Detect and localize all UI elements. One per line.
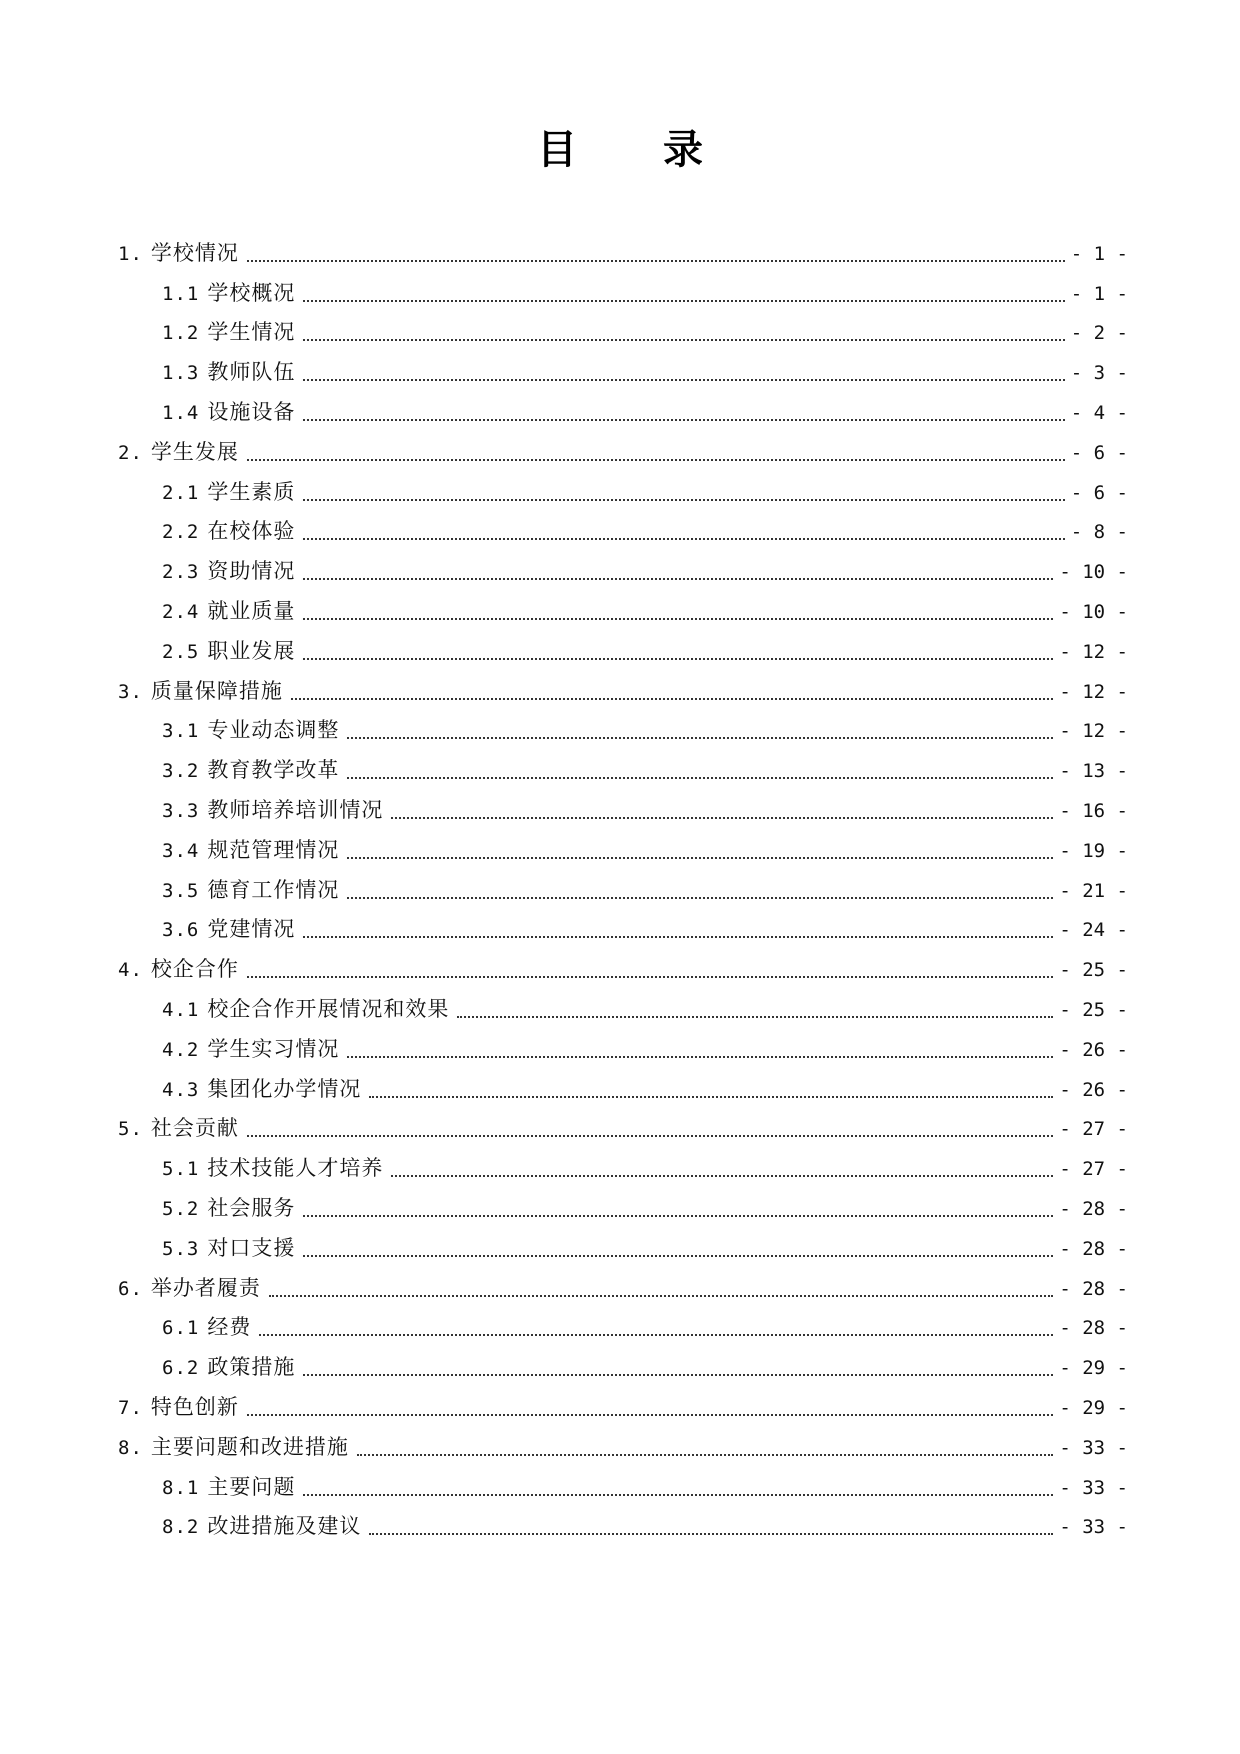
- toc-page-number: - 25 -: [1059, 959, 1128, 982]
- toc-entry-number: 5.2: [162, 1197, 200, 1220]
- toc-dot-leader: [269, 1295, 1053, 1297]
- toc-subsection-entry[interactable]: [118, 1143, 1128, 1183]
- toc-dot-leader: [291, 698, 1053, 700]
- toc-entry-title: 经费: [207, 1315, 252, 1340]
- toc-entry-title: 教师队伍: [207, 360, 296, 385]
- toc-page-number: - 27 -: [1059, 1118, 1128, 1141]
- toc-entry-number: 2.: [118, 441, 143, 464]
- toc-page-number: - 28 -: [1059, 1277, 1128, 1300]
- toc-entry-number: 4.: [118, 959, 143, 982]
- toc-subsection-entry[interactable]: [118, 706, 1128, 746]
- toc-subsection-entry[interactable]: [118, 268, 1128, 308]
- toc-page-number: - 33 -: [1059, 1436, 1128, 1459]
- toc-entry-label: [118, 677, 283, 706]
- toc-page-number: - 1 -: [1070, 282, 1128, 305]
- toc-entry-label: [162, 1512, 361, 1541]
- toc-page-number: - 1 -: [1070, 242, 1128, 265]
- toc-entry-label: [162, 995, 449, 1024]
- toc-subsection-entry[interactable]: [118, 626, 1128, 666]
- table-of-contents: [118, 228, 1128, 1541]
- toc-entry-title: 学校情况: [150, 240, 239, 265]
- toc-dot-leader: [347, 857, 1053, 859]
- toc-entry-label: [162, 358, 295, 387]
- toc-subsection-entry[interactable]: [118, 785, 1128, 825]
- toc-entry-title: 政策措施: [207, 1355, 296, 1380]
- toc-entry-number: 6.2: [162, 1357, 200, 1380]
- toc-dot-leader: [259, 1334, 1053, 1336]
- toc-subsection-entry[interactable]: [118, 507, 1128, 547]
- toc-entry-number: 3.6: [162, 919, 200, 942]
- toc-dot-leader: [303, 339, 1064, 341]
- toc-entry-number: 1.3: [162, 362, 200, 385]
- toc-section-entry[interactable]: [118, 1263, 1128, 1303]
- toc-dot-leader: [303, 618, 1053, 620]
- toc-entry-title: 社会服务: [207, 1195, 296, 1220]
- toc-dot-leader: [303, 1494, 1053, 1496]
- toc-entry-number: 4.2: [162, 1038, 200, 1061]
- toc-page-number: - 29 -: [1059, 1357, 1128, 1380]
- toc-entry-label: [162, 279, 295, 308]
- toc-subsection-entry[interactable]: [118, 308, 1128, 348]
- toc-dot-leader: [303, 1255, 1053, 1257]
- toc-subsection-entry[interactable]: [118, 1502, 1128, 1542]
- toc-dot-leader: [303, 300, 1064, 302]
- toc-dot-leader: [457, 1016, 1053, 1018]
- toc-entry-title: 学生情况: [207, 320, 296, 345]
- toc-subsection-entry[interactable]: [118, 1462, 1128, 1502]
- toc-page-number: - 13 -: [1059, 760, 1128, 783]
- toc-entry-label: [162, 318, 295, 347]
- toc-dot-leader: [247, 976, 1053, 978]
- toc-subsection-entry[interactable]: [118, 984, 1128, 1024]
- toc-entry-title: 在校体验: [207, 519, 296, 544]
- toc-entry-number: 5.3: [162, 1237, 200, 1260]
- toc-subsection-entry[interactable]: [118, 745, 1128, 785]
- toc-page-number: - 12 -: [1059, 720, 1128, 743]
- toc-entry-title: 学生发展: [150, 439, 239, 464]
- toc-entry-title: 学生实习情况: [207, 1036, 340, 1061]
- toc-entry-label: [162, 1353, 295, 1382]
- toc-entry-number: 1.2: [162, 322, 200, 345]
- toc-dot-leader: [369, 1096, 1053, 1098]
- toc-entry-label: [118, 1274, 261, 1303]
- toc-entry-number: 2.2: [162, 521, 200, 544]
- toc-subsection-entry[interactable]: [118, 1064, 1128, 1104]
- toc-entry-number: 3.5: [162, 879, 200, 902]
- toc-entry-label: [162, 557, 295, 586]
- toc-entry-number: 3.1: [162, 720, 200, 743]
- toc-page-number: - 2 -: [1070, 322, 1128, 345]
- toc-entry-title: 设施设备: [207, 399, 296, 424]
- toc-section-entry[interactable]: [118, 1104, 1128, 1144]
- toc-page-number: - 6 -: [1070, 441, 1128, 464]
- toc-dot-leader: [303, 1374, 1053, 1376]
- toc-entry-label: [118, 1393, 239, 1422]
- toc-section-entry[interactable]: [118, 944, 1128, 984]
- toc-page-number: - 12 -: [1059, 640, 1128, 663]
- toc-entry-label: [162, 478, 295, 507]
- toc-dot-leader: [247, 1135, 1053, 1137]
- toc-entry-label: [162, 876, 339, 905]
- toc-entry-title: 改进措施及建议: [207, 1514, 362, 1539]
- toc-entry-title: 资助情况: [207, 559, 296, 584]
- toc-entry-label: [118, 1433, 349, 1462]
- toc-entry-label: [162, 915, 295, 944]
- toc-entry-number: 8.1: [162, 1476, 200, 1499]
- toc-page-number: - 28 -: [1059, 1237, 1128, 1260]
- toc-subsection-entry[interactable]: [118, 1303, 1128, 1343]
- toc-dot-leader: [347, 737, 1053, 739]
- toc-subsection-entry[interactable]: [118, 1024, 1128, 1064]
- toc-page-number: - 28 -: [1059, 1317, 1128, 1340]
- toc-subsection-entry[interactable]: [118, 865, 1128, 905]
- toc-entry-number: 2.4: [162, 600, 200, 623]
- toc-entry-number: 3.2: [162, 760, 200, 783]
- toc-dot-leader: [247, 1414, 1053, 1416]
- toc-entry-label: [162, 716, 339, 745]
- toc-entry-number: 1.: [118, 242, 143, 265]
- toc-page-number: - 8 -: [1070, 521, 1128, 544]
- toc-subsection-entry[interactable]: [118, 387, 1128, 427]
- toc-entry-number: 5.: [118, 1118, 143, 1141]
- toc-entry-number: 1.4: [162, 401, 200, 424]
- toc-entry-number: 1.1: [162, 282, 200, 305]
- toc-subsection-entry[interactable]: [118, 546, 1128, 586]
- toc-page-number: - 33 -: [1059, 1516, 1128, 1539]
- toc-page-number: - 33 -: [1059, 1476, 1128, 1499]
- toc-entry-label: [162, 1473, 295, 1502]
- toc-dot-leader: [391, 1175, 1053, 1177]
- toc-entry-number: 3.: [118, 680, 143, 703]
- page-title: 目 录: [537, 127, 739, 173]
- toc-entry-number: 3.3: [162, 799, 200, 822]
- toc-section-entry[interactable]: [118, 228, 1128, 268]
- toc-entry-title: 特色创新: [150, 1394, 239, 1419]
- toc-dot-leader: [369, 1533, 1053, 1535]
- toc-dot-leader: [391, 817, 1053, 819]
- toc-entry-label: [162, 517, 295, 546]
- toc-entry-title: 德育工作情况: [207, 877, 340, 902]
- toc-entry-number: 6.1: [162, 1317, 200, 1340]
- toc-entry-number: 2.3: [162, 561, 200, 584]
- toc-entry-label: [118, 239, 239, 268]
- toc-dot-leader: [357, 1454, 1053, 1456]
- toc-dot-leader: [303, 419, 1064, 421]
- toc-page-number: - 25 -: [1059, 998, 1128, 1021]
- toc-dot-leader: [303, 578, 1053, 580]
- toc-page-number: - 27 -: [1059, 1158, 1128, 1181]
- toc-section-entry[interactable]: [118, 1382, 1128, 1422]
- toc-subsection-entry[interactable]: [118, 825, 1128, 865]
- toc-entry-title: 举办者履责: [150, 1275, 261, 1300]
- toc-entry-title: 专业动态调整: [207, 718, 340, 743]
- toc-dot-leader: [347, 1056, 1053, 1058]
- toc-page-number: - 16 -: [1059, 799, 1128, 822]
- toc-entry-label: [162, 796, 383, 825]
- toc-subsection-entry[interactable]: [118, 1342, 1128, 1382]
- toc-entry-number: 4.1: [162, 998, 200, 1021]
- toc-entry-number: 8.2: [162, 1516, 200, 1539]
- toc-entry-label: [162, 1035, 339, 1064]
- toc-entry-label: [162, 1234, 295, 1263]
- toc-page-number: - 24 -: [1059, 919, 1128, 942]
- toc-dot-leader: [347, 777, 1053, 779]
- toc-subsection-entry[interactable]: [118, 467, 1128, 507]
- toc-entry-title: 社会贡献: [150, 1116, 239, 1141]
- toc-page-number: - 26 -: [1059, 1078, 1128, 1101]
- toc-entry-title: 学校概况: [207, 280, 296, 305]
- toc-entry-number: 8.: [118, 1436, 143, 1459]
- toc-entry-number: 4.3: [162, 1078, 200, 1101]
- toc-dot-leader: [247, 459, 1065, 461]
- toc-entry-label: [118, 1114, 239, 1143]
- toc-subsection-entry[interactable]: [118, 1223, 1128, 1263]
- toc-page-number: - 26 -: [1059, 1038, 1128, 1061]
- toc-dot-leader: [303, 658, 1053, 660]
- toc-entry-title: 职业发展: [207, 638, 296, 663]
- toc-entry-title: 学生素质: [207, 479, 296, 504]
- toc-entry-title: 党建情况: [207, 917, 296, 942]
- toc-section-entry[interactable]: [118, 1422, 1128, 1462]
- toc-entry-title: 集团化办学情况: [207, 1076, 362, 1101]
- toc-entry-label: [162, 756, 339, 785]
- toc-entry-number: 5.1: [162, 1158, 200, 1181]
- toc-page-number: - 28 -: [1059, 1197, 1128, 1220]
- toc-dot-leader: [303, 499, 1064, 501]
- toc-subsection-entry[interactable]: [118, 1183, 1128, 1223]
- toc-entry-label: [162, 836, 339, 865]
- toc-dot-leader: [303, 936, 1053, 938]
- toc-section-entry[interactable]: [118, 666, 1128, 706]
- toc-subsection-entry[interactable]: [118, 905, 1128, 945]
- toc-entry-label: [162, 637, 295, 666]
- toc-entry-number: 2.1: [162, 481, 200, 504]
- toc-entry-label: [162, 1154, 383, 1183]
- toc-entry-label: [162, 398, 295, 427]
- toc-dot-leader: [303, 1215, 1053, 1217]
- toc-entry-label: [118, 955, 239, 984]
- toc-entry-number: 2.5: [162, 640, 200, 663]
- toc-entry-title: 教师培养培训情况: [207, 797, 384, 822]
- toc-page-number: - 10 -: [1059, 561, 1128, 584]
- toc-entry-label: [162, 597, 295, 626]
- toc-entry-title: 规范管理情况: [207, 837, 340, 862]
- toc-entry-label: [162, 1075, 361, 1104]
- toc-entry-title: 对口支援: [207, 1235, 296, 1260]
- toc-page-number: - 29 -: [1059, 1396, 1128, 1419]
- toc-dot-leader: [347, 897, 1053, 899]
- toc-page-number: - 3 -: [1070, 362, 1128, 385]
- toc-subsection-entry[interactable]: [118, 347, 1128, 387]
- toc-dot-leader: [247, 260, 1065, 262]
- toc-entry-title: 教育教学改革: [207, 758, 340, 783]
- toc-page-number: - 19 -: [1059, 839, 1128, 862]
- toc-entry-number: 3.4: [162, 839, 200, 862]
- toc-entry-label: [118, 438, 239, 467]
- toc-entry-title: 质量保障措施: [150, 678, 283, 703]
- toc-page-number: - 10 -: [1059, 600, 1128, 623]
- toc-section-entry[interactable]: [118, 427, 1128, 467]
- toc-entry-title: 主要问题和改进措施: [150, 1434, 349, 1459]
- toc-dot-leader: [303, 379, 1064, 381]
- toc-page-number: - 4 -: [1070, 401, 1128, 424]
- toc-page-number: - 12 -: [1059, 680, 1128, 703]
- toc-dot-leader: [303, 538, 1064, 540]
- toc-entry-title: 就业质量: [207, 598, 296, 623]
- toc-entry-label: [162, 1313, 251, 1342]
- toc-entry-title: 技术技能人才培养: [207, 1156, 384, 1181]
- toc-entry-title: 校企合作: [150, 957, 239, 982]
- toc-entry-title: 校企合作开展情况和效果: [207, 996, 450, 1021]
- toc-page-number: - 21 -: [1059, 879, 1128, 902]
- toc-entry-title: 主要问题: [207, 1474, 296, 1499]
- toc-entry-number: 7.: [118, 1396, 143, 1419]
- toc-page-number: - 6 -: [1070, 481, 1128, 504]
- toc-entry-label: [162, 1194, 295, 1223]
- toc-entry-number: 6.: [118, 1277, 143, 1300]
- toc-subsection-entry[interactable]: [118, 586, 1128, 626]
